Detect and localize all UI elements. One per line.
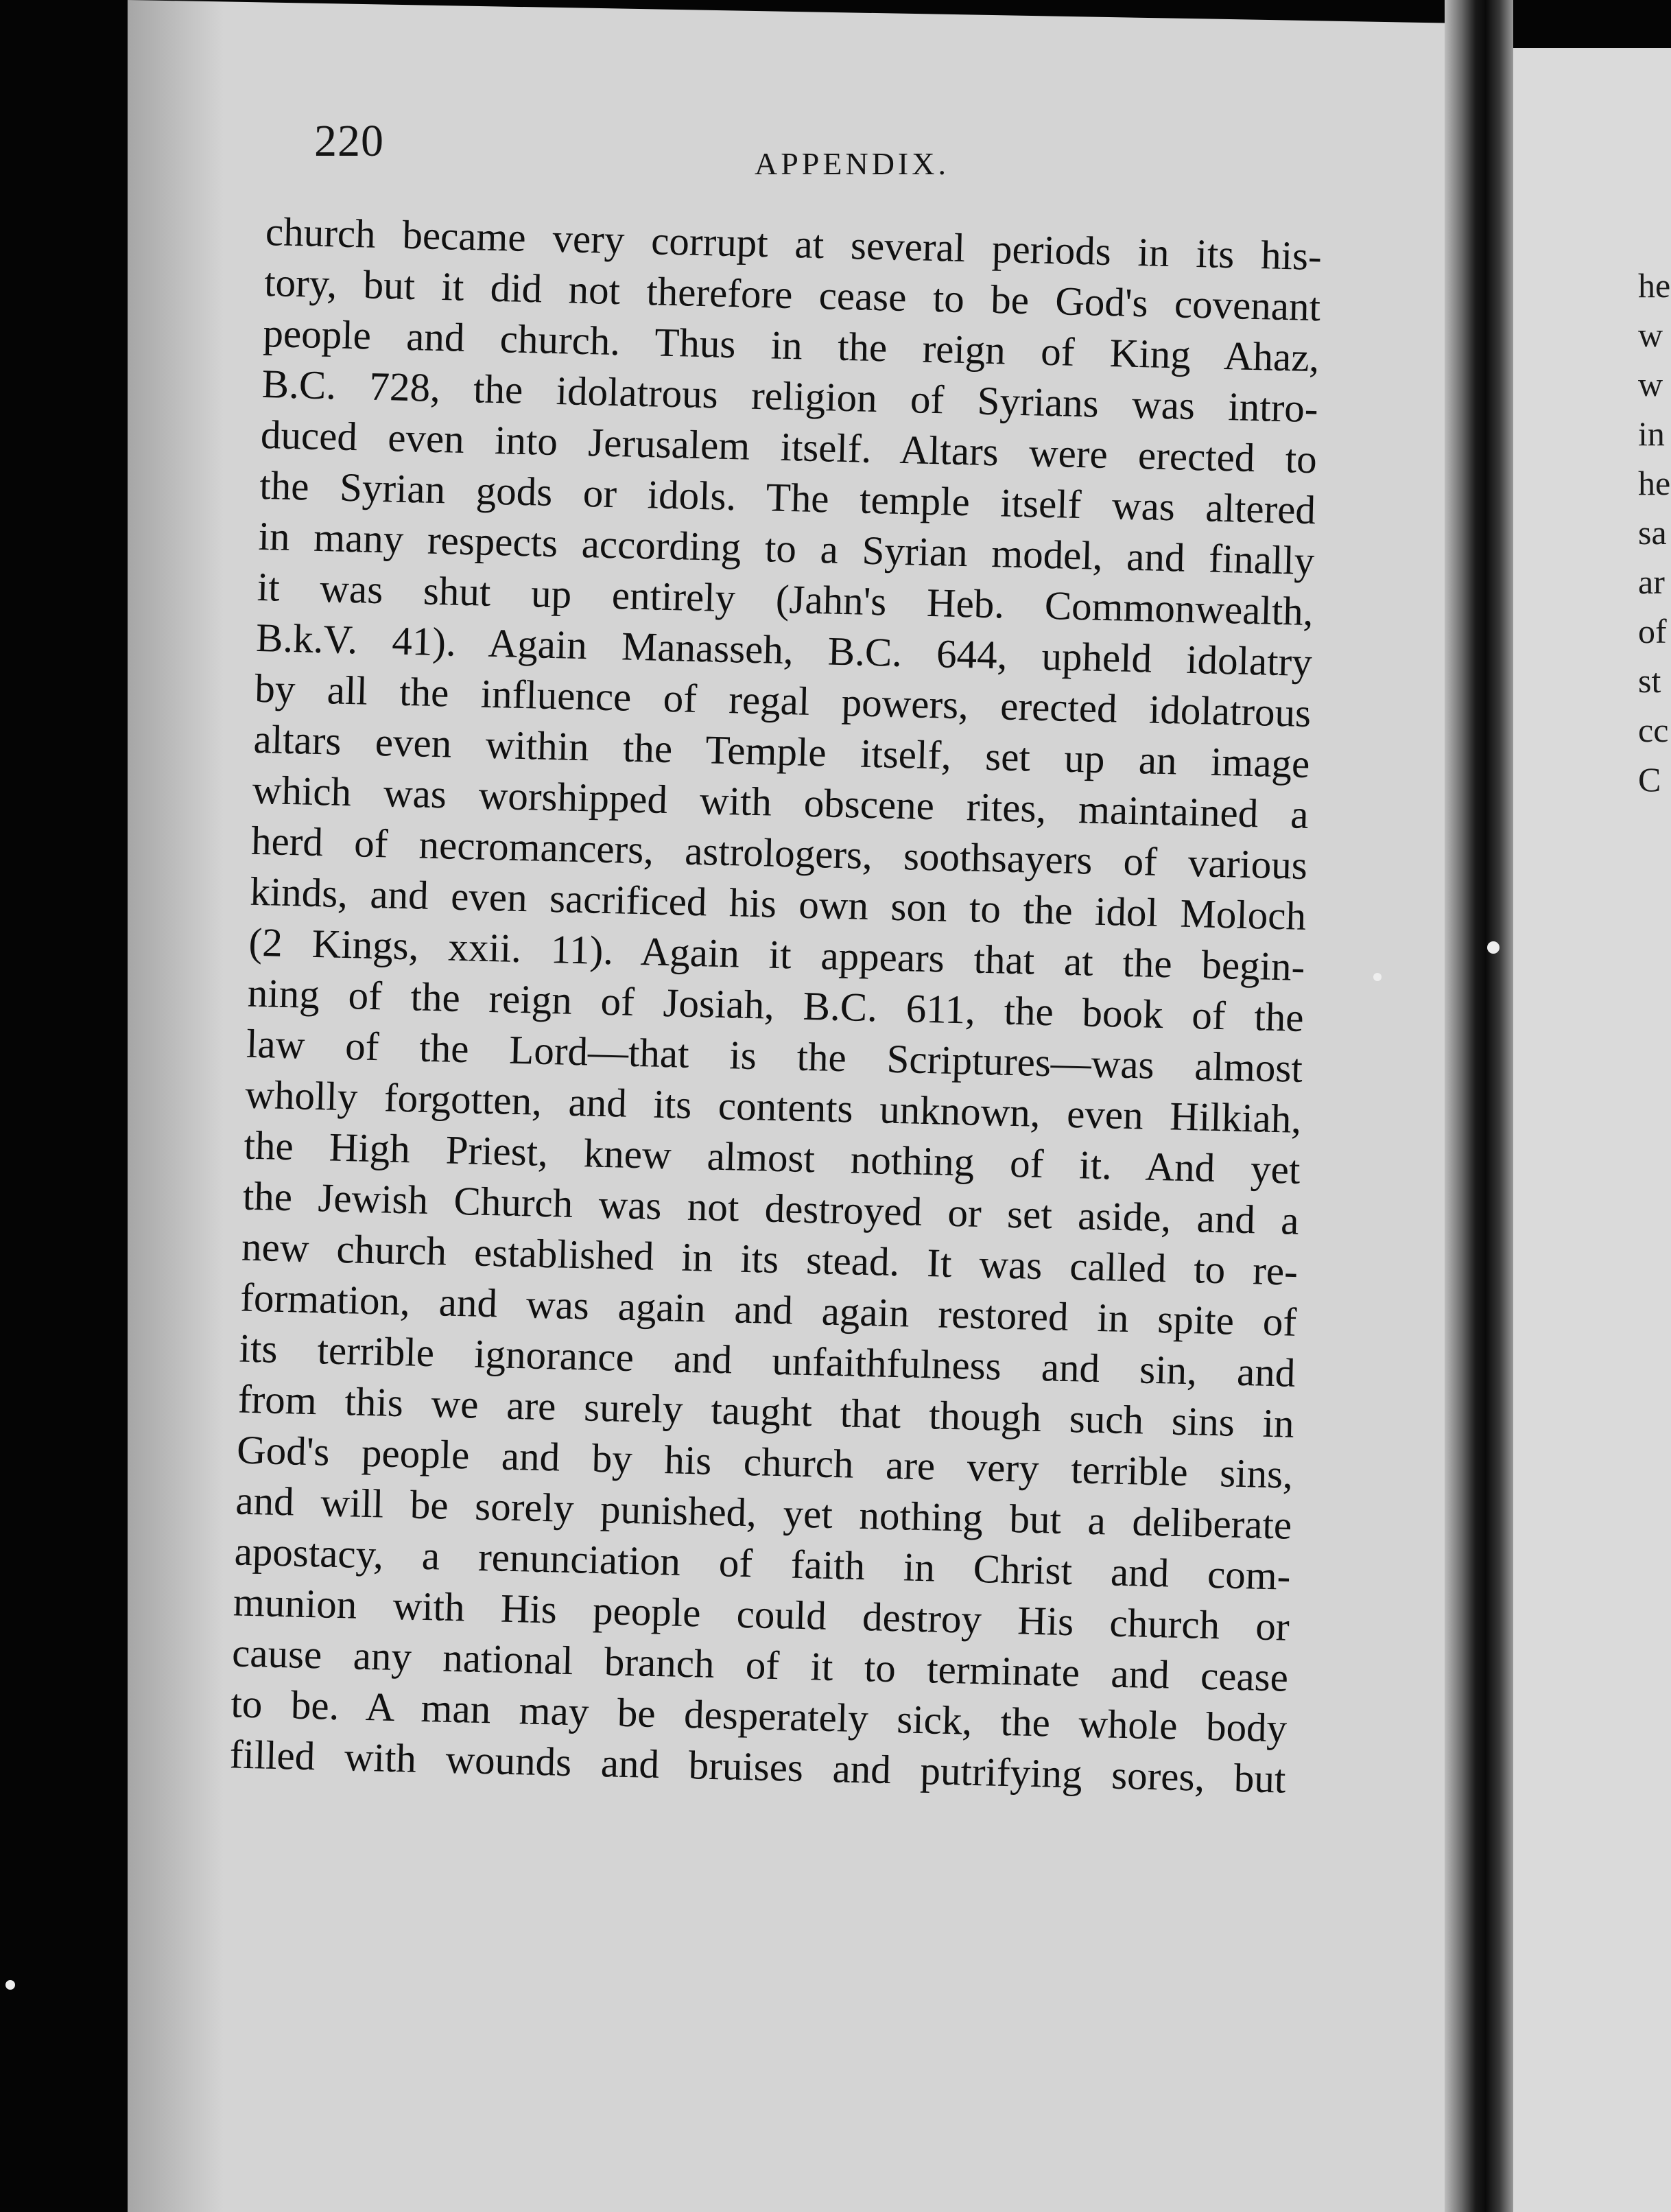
facing-page-fragment: cc [1638, 711, 1669, 749]
text-line: apostacy, a renunciation of faith in Christ and com- [234, 1528, 1292, 1599]
facing-page-fragment: of [1638, 612, 1667, 650]
text-line: and will be sorely punished, yet nothing but a deliberate [235, 1477, 1292, 1548]
text-line: the Jewish Church was not destroyed or set aside, and a [242, 1173, 1300, 1243]
facing-page-fragment: w [1638, 316, 1663, 354]
page-edge-shadow [128, 0, 224, 2212]
text-line: cause any national branch of it to terminate and cease [231, 1629, 1289, 1700]
text-line: people and church. Thus in the reign of King Ahaz, [262, 309, 1320, 381]
facing-page-fragment: w [1638, 365, 1663, 403]
text-line: duced even into Jerusalem itself. Altars were erected to [260, 411, 1318, 482]
text-line: law of the Lord—that is the Scriptures—was almost [246, 1020, 1303, 1091]
text-line: altars even within the Temple itself, set up an image [252, 716, 1311, 787]
text-line: its terrible ignorance and unfaithfulness and sin, and [238, 1325, 1296, 1396]
text-line: herd of necromancers, astrologers, soothsayers of various [250, 817, 1308, 889]
text-line: wholly forgotten, and its contents unknown, even Hilkiah, [244, 1071, 1302, 1142]
body-paragraph [229, 206, 1377, 1806]
text-line: the Syrian gods or idols. The temple itself was altered [259, 462, 1316, 533]
book-binding-gutter [1445, 0, 1513, 2212]
scan-speck [5, 1980, 15, 1990]
text-line: the High Priest, knew almost nothing of it. And yet [243, 1122, 1301, 1192]
facing-page-fragment: ar [1638, 563, 1665, 601]
facing-page-fragment: he [1638, 464, 1671, 502]
page-number: 220 [314, 116, 384, 166]
running-head: APPENDIX. [755, 146, 949, 181]
text-line: (2 Kings, xxii. 11). Again it appears that at the begin- [248, 919, 1306, 989]
text-line: it was shut up entirely (Jahn's Heb. Commonwealth, [257, 563, 1314, 635]
text-line: God's people and by his church are very terrible sins, [236, 1426, 1294, 1497]
text-line: to be. A man may be desperately sick, the whole body [230, 1680, 1288, 1751]
text-line: munion with His people could destroy His church or [233, 1579, 1290, 1649]
text-line: ning of the reign of Josiah, B.C. 611, the book of the [247, 969, 1305, 1040]
text-line: in many respects according to a Syrian model, and finally [257, 513, 1316, 584]
text-line: kinds, and even sacrificed his own son to the idol Moloch [249, 868, 1307, 939]
text-line: tory, but it did not therefore cease to be God's covenant [263, 259, 1321, 330]
text-line: new church established in its stead. It was called to re- [241, 1223, 1299, 1294]
text-line: church became very corrupt at several periods in its his- [265, 208, 1323, 279]
text-line: by all the influence of regal powers, erected idolatrous [254, 665, 1312, 736]
text-line: filled with wounds and bruises and putrifying sores, but [229, 1731, 1287, 1802]
scan-speck [1487, 941, 1500, 954]
facing-page-fragment: in [1638, 414, 1665, 453]
facing-page-fragment: sa [1638, 513, 1667, 552]
text-line: from this we are surely taught that though such sins in [237, 1376, 1295, 1446]
text-line: which was worshipped with obscene rites, maintained a [252, 766, 1309, 838]
facing-page-text-fragments [1638, 261, 1670, 804]
text-line: B.C. 728, the idolatrous religion of Syrians was intro- [261, 360, 1319, 432]
facing-page-fragment: he [1638, 266, 1671, 305]
text-line: formation, and was again and again restored in spite of [239, 1274, 1297, 1345]
scan-speck [1373, 973, 1382, 981]
facing-page-fragment: st [1638, 661, 1661, 700]
facing-page-fragment: C [1638, 760, 1661, 799]
text-line: B.k.V. 41). Again Manasseh, B.C. 644, upheld idolatry [255, 614, 1313, 685]
